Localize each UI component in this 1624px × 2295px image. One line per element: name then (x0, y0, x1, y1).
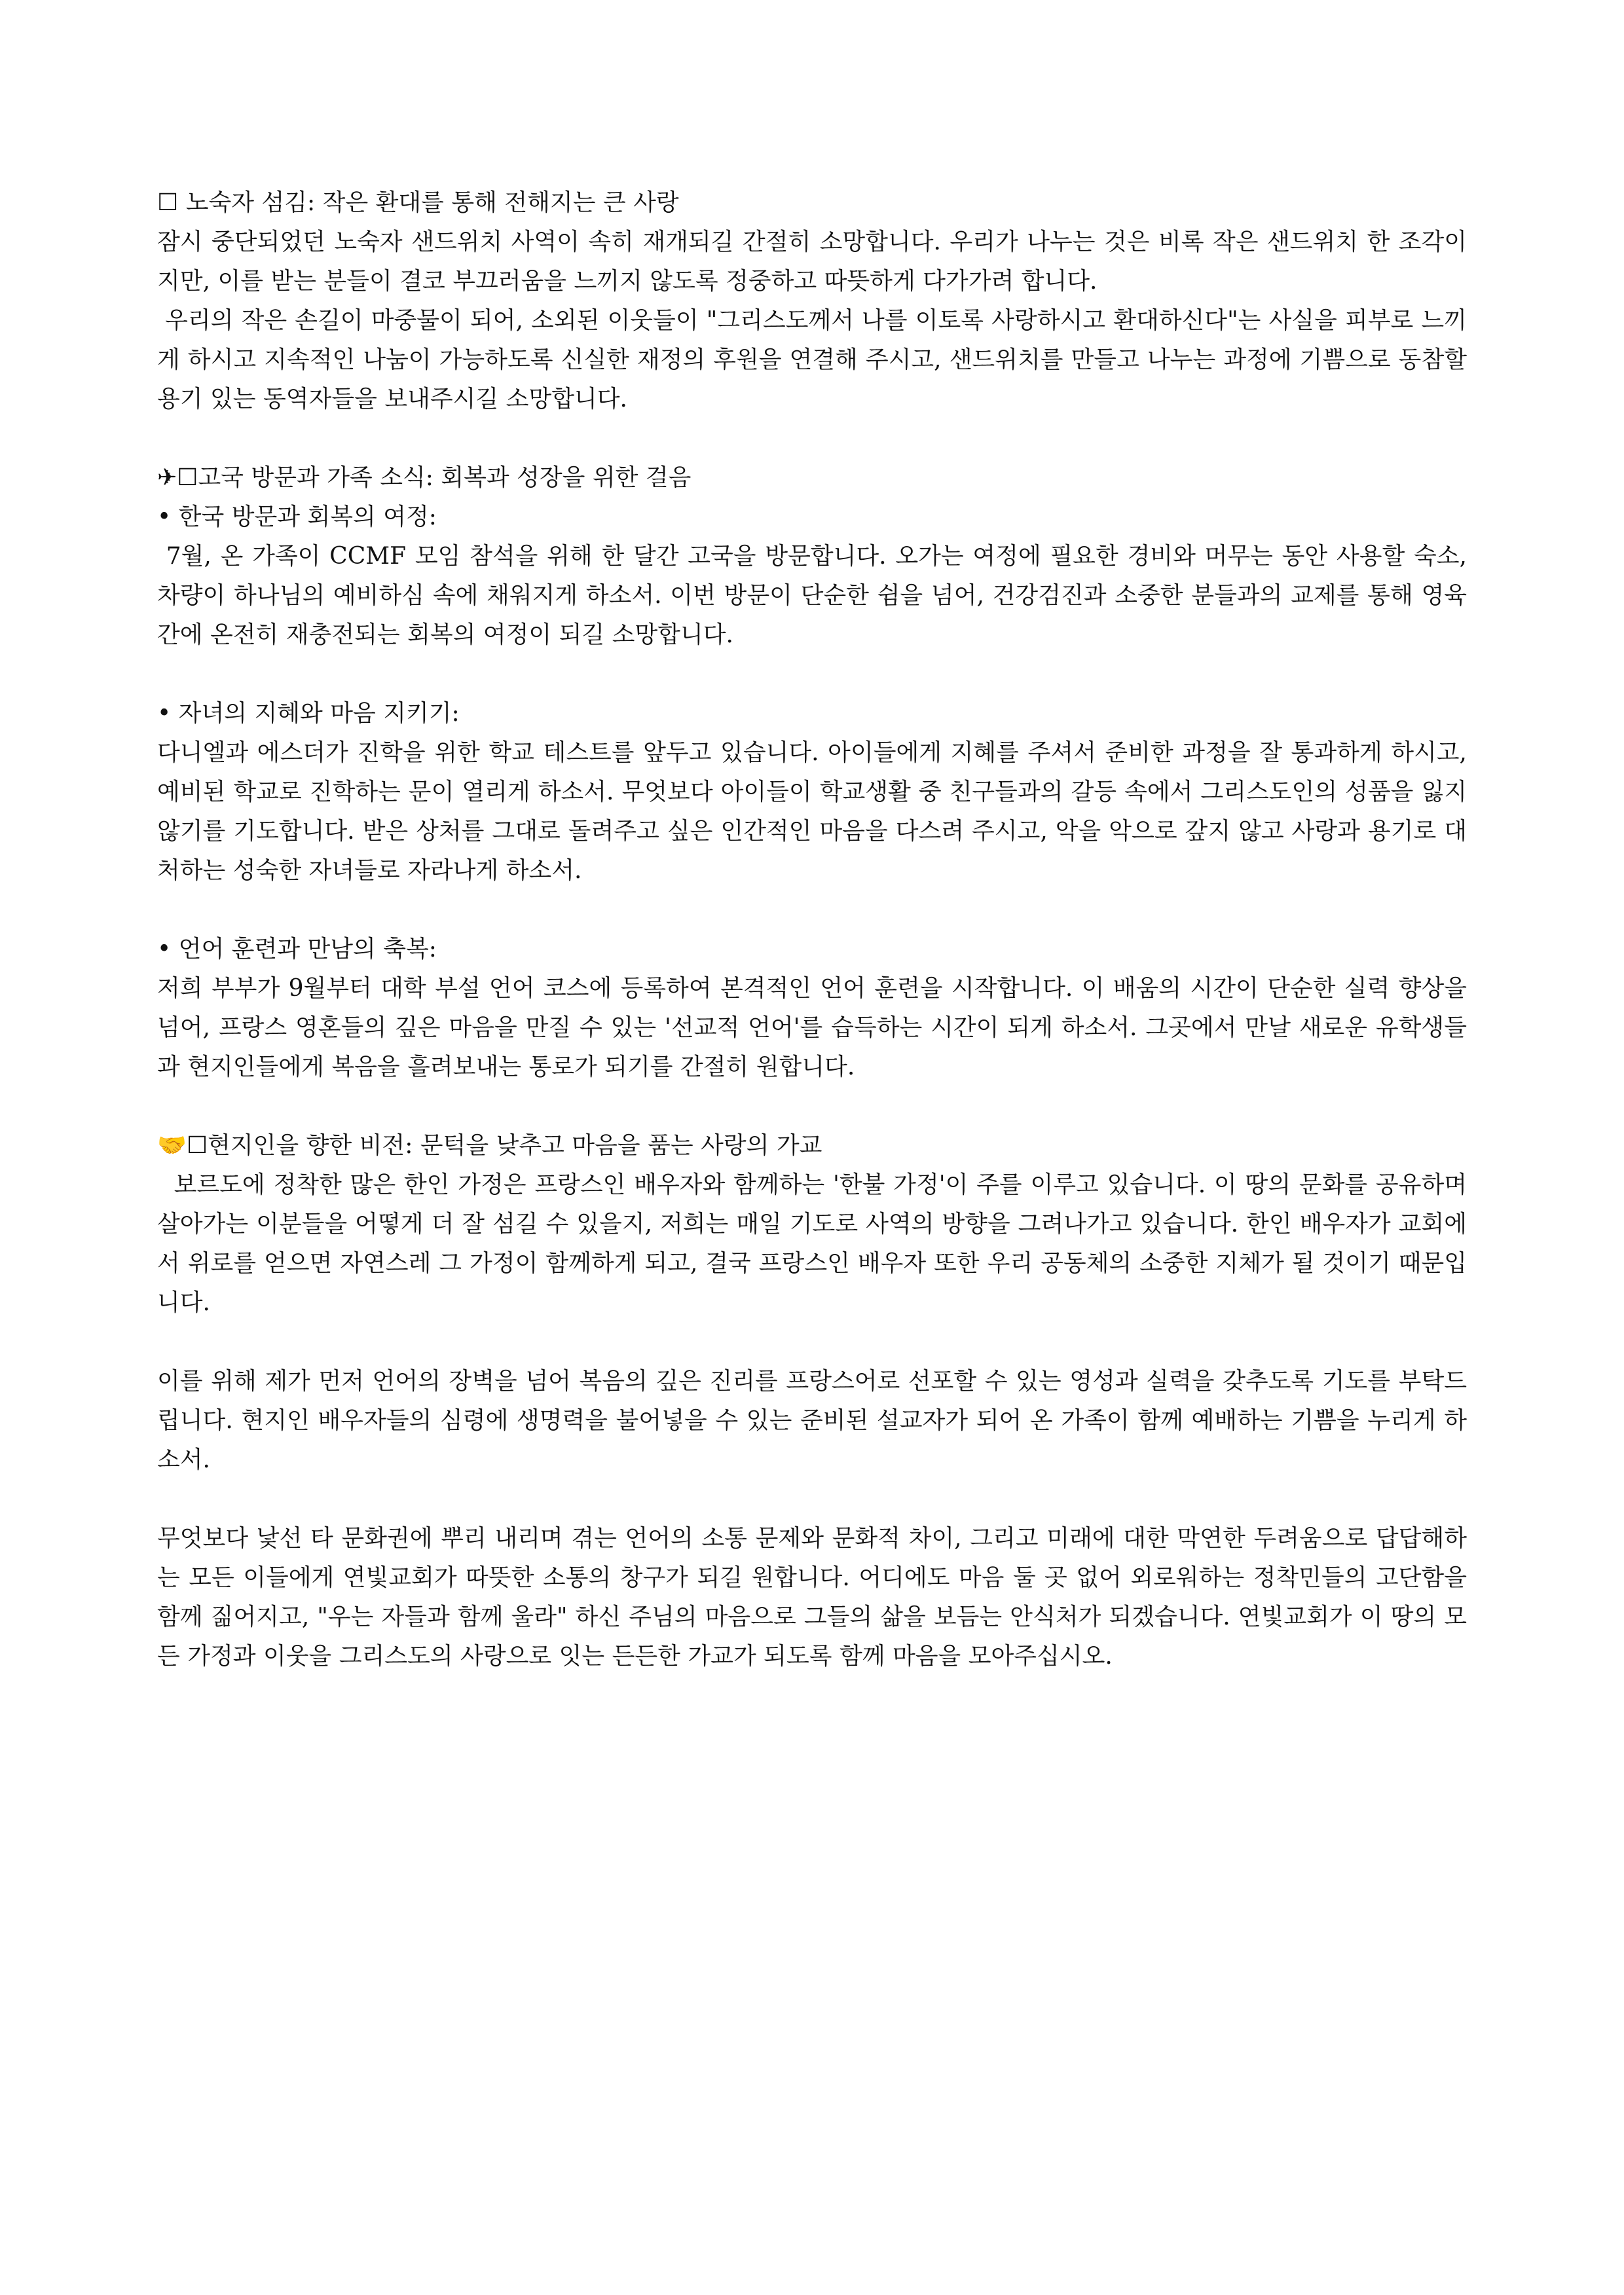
paragraph: 보르도에 정착한 많은 한인 가정은 프랑스인 배우자와 함께하는 '한불 가정'이 주를 이루고 있습니다. 이 땅의 문화를 공유하며 살아가는 이분들을 어떻게 더 잘 섬길 수 있을지, 저희는 매일 기도로 사역의 방향을 그려나가고 있습니다. 한인 배우자가 교회에서 위로를 얻으면 자연스레 그 가정이 함께하게 되고, 결국 프랑스인 배우자 또한 우리 공동체의 소중한 지체가 될 것이기 때문입니다. (157, 1171, 1475, 1316)
bullet-subheading: • 자녀의 지혜와 마음 지키기: (157, 700, 460, 727)
paragraph: 이를 위해 제가 먼저 언어의 장벽을 넘어 복음의 깊은 진리를 프랑스어로 선포할 수 있는 영성과 실력을 갖추도록 기도를 부탁드립니다. 현지인 배우자들의 심령에 생명력을 불어넣을 수 있는 준비된 설교자가 되어 온 가족이 함께 예배하는 기쁨을 누리게 하소서. (157, 1368, 1467, 1473)
paragraph-gap (157, 1087, 1467, 1126)
paragraph-gap (157, 655, 1467, 694)
paragraph-gap (157, 890, 1467, 930)
paragraph: 무엇보다 낯선 타 문화권에 뿌리 내리며 겪는 언어의 소통 문제와 문화적 차이, 그리고 미래에 대한 막연한 두려움으로 답답해하는 모든 이들에게 연빛교회가 따뜻한 소통의 창구가 되길 원합니다. 어디에도 마음 둘 곳 없어 외로워하는 정착민들의 고단함을 함께 짊어지고, "우는 자들과 함께 울라" 하신 주님의 마음으로 그들의 삶을 보듬는 안식처가 되겠습니다. 연빛교회가 이 땅의 모든 가정과 이웃을 그리스도의 사랑으로 잇는 든든한 가교가 되도록 함께 마음을 모아주십시오. (157, 1525, 1475, 1670)
paragraph: 잠시 중단되었던 노숙자 샌드위치 사역이 속히 재개되길 간절히 소망합니다. 우리가 나누는 것은 비록 작은 샌드위치 한 조각이지만, 이를 받는 분들이 결코 부끄러움을 느끼지 않도록 정중하고 따뜻하게 다가가려 합니다. (157, 229, 1467, 295)
paragraph: 우리의 작은 손길이 마중물이 되어, 소외된 이웃들이 "그리스도께서 나를 이토록 사랑하시고 환대하신다"는 사실을 피부로 느끼게 하시고 지속적인 나눔이 가능하도록 신실한 재정의 후원을 연결해 주시고, 샌드위치를 만들고 나누는 과정에 기쁨으로 동참할 용기 있는 동역자들을 보내주시길 소망합니다. (157, 307, 1475, 413)
paragraph-gap (157, 419, 1467, 458)
paragraph-gap (157, 1480, 1467, 1519)
section-heading-homeland: ✈☐고국 방문과 가족 소식: 회복과 성장을 위한 걸음 (157, 464, 692, 491)
document-page (157, 183, 1475, 1676)
bullet-subheading: • 한국 방문과 회복의 여정: (157, 504, 437, 530)
section-heading-vision: 🤝☐현지인을 향한 비전: 문턱을 낮추고 마음을 품는 사랑의 가교 (157, 1132, 822, 1159)
paragraph: 저희 부부가 9월부터 대학 부설 언어 코스에 등록하여 본격적인 언어 훈련을 시작합니다. 이 배움의 시간이 단순한 실력 향상을 넘어, 프랑스 영혼들의 깊은 마음을 만질 수 있는 '선교적 언어'를 습득하는 시간이 되게 하소서. 그곳에서 만날 새로운 유학생들과 현지인들에게 복음을 흘려보내는 통로가 되기를 간절히 원합니다. (157, 975, 1475, 1080)
bullet-subheading: • 언어 훈련과 만남의 축복: (157, 936, 437, 963)
paragraph: 7월, 온 가족이 CCMF 모임 참석을 위해 한 달간 고국을 방문합니다. 오가는 여정에 필요한 경비와 머무는 동안 사용할 숙소, 차량이 하나님의 예비하심 속에 채워지게 하소서. 이번 방문이 단순한 쉼을 넘어, 건강검진과 소중한 분들과의 교제를 통해 영육 간에 온전히 재충전되는 회복의 여정이 되길 소망합니다. (157, 543, 1475, 648)
paragraph-gap (157, 1323, 1467, 1362)
paragraph: 다니엘과 에스더가 진학을 위한 학교 테스트를 앞두고 있습니다. 아이들에게 지혜를 주셔서 준비한 과정을 잘 통과하게 하시고, 예비된 학교로 진학하는 문이 열리게 하소서. 무엇보다 아이들이 학교생활 중 친구들과의 갈등 속에서 그리스도인의 성품을 잃지 않기를 기도합니다. 받은 상처를 그대로 돌려주고 싶은 인간적인 마음을 다스려 주시고, 악을 악으로 갚지 않고 사랑과 용기로 대처하는 성숙한 자녀들로 자라나게 하소서. (157, 739, 1475, 884)
section-heading-homeless: ☐ 노숙자 섬김: 작은 환대를 통해 전해지는 큰 사랑 (157, 189, 679, 216)
